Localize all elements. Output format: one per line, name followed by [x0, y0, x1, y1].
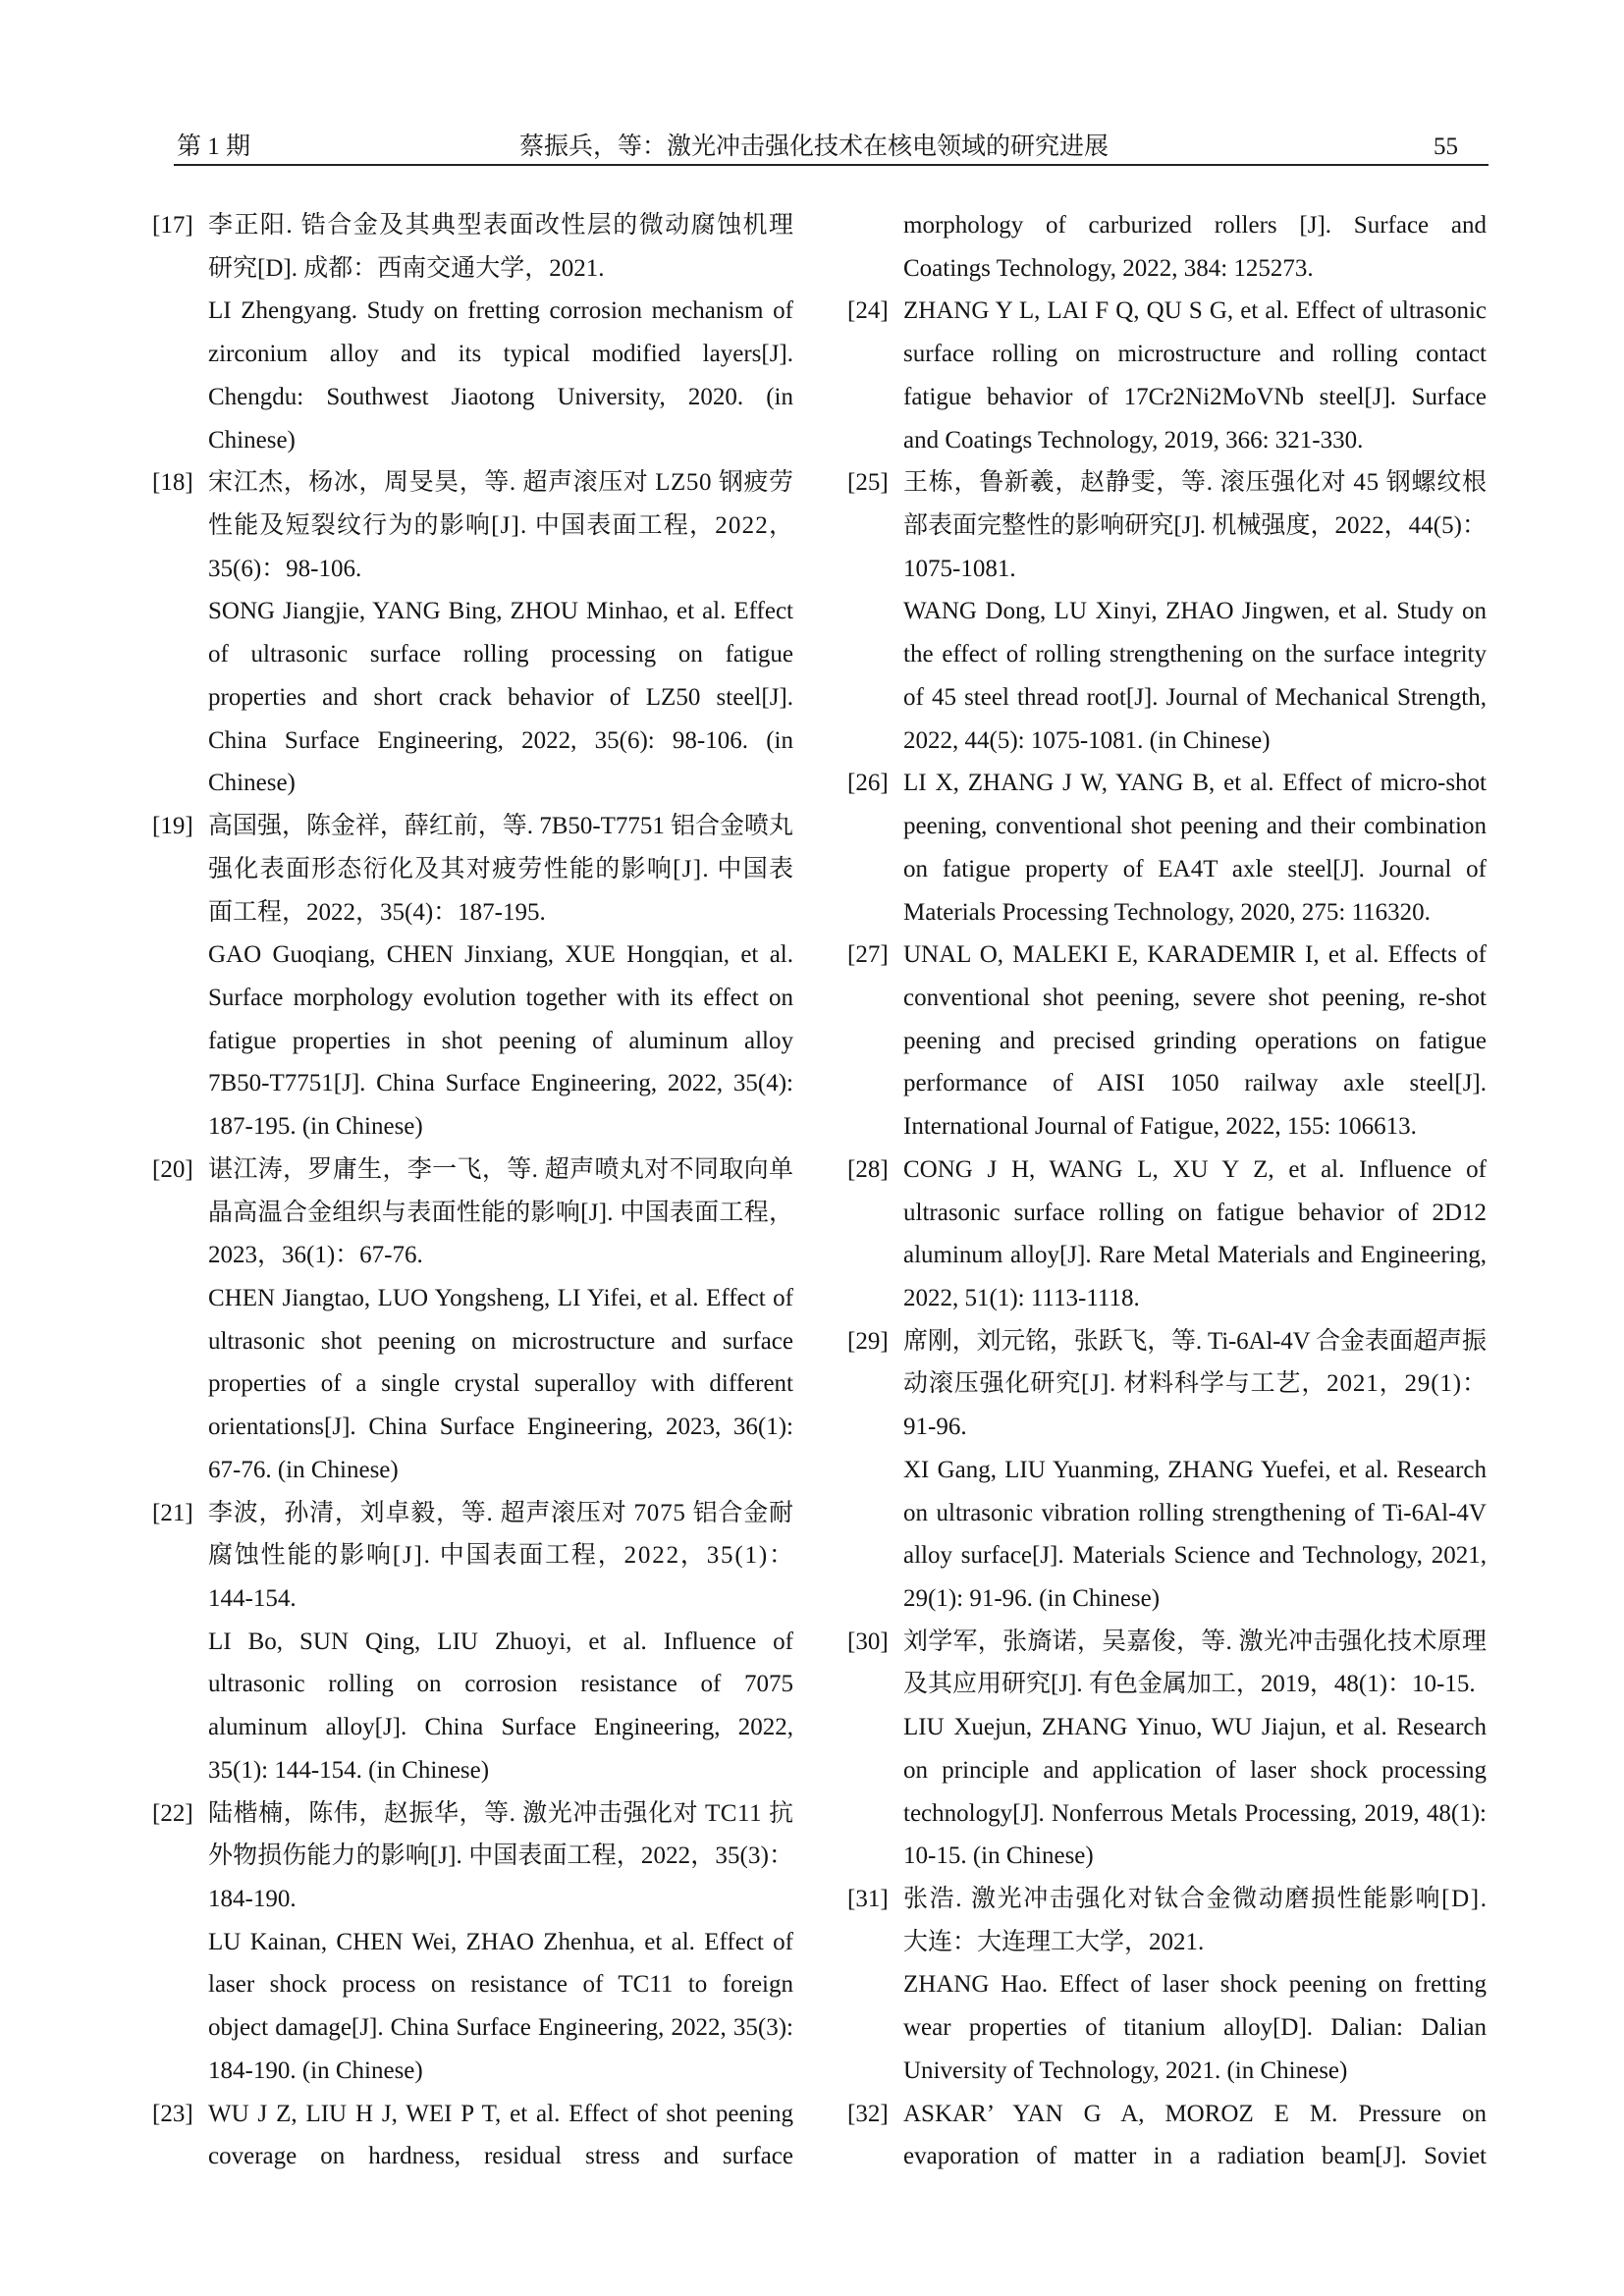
reference-27	[847, 934, 1487, 1148]
reference-line-zh: 腐蚀性能的影响[J]. 中国表面工程，2022，35(1)：	[208, 1542, 795, 1570]
reference-line-en: morphology of carburized rollers [J]. Surface and	[903, 212, 1487, 239]
reference-line-en: fatigue properties in shot peening of aluminum alloy	[208, 1027, 793, 1054]
reference-line-en: SONG Jiangjie, YANG Bing, ZHOU Minhao, et al. Effect	[208, 598, 793, 625]
reference-line-zh: 144-154.	[208, 1585, 297, 1612]
reference-line-en: ultrasonic surface rolling on fatigue behavior of 2D12	[903, 1199, 1487, 1226]
reference-19	[152, 805, 793, 1148]
reference-line-en: Chengdu: Southwest Jiaotong University, 2020. (in	[208, 383, 793, 410]
reference-line-zh: 184-190.	[208, 1886, 297, 1913]
reference-line-zh: 35(6)：98-106.	[208, 555, 362, 582]
right-column	[847, 204, 1487, 2178]
reference-line-en: 7B50-T7751[J]. China Surface Engineering, 2022, 35(4):	[208, 1070, 793, 1097]
reference-line-en: CONG J H, WANG L, XU Y Z, et al. Influence of	[903, 1155, 1487, 1183]
reference-line-en: 184-190. (in Chinese)	[208, 2056, 423, 2084]
reference-line-en: of 45 steel thread root[J]. Journal of Mechanical Strength,	[903, 683, 1487, 711]
reference-line-en: object damage[J]. China Surface Engineering, 2022, 35(3):	[208, 2014, 793, 2042]
reference-line-zh: 宋江杰，杨冰，周旻昊，等. 超声滚压对 LZ50 钢疲劳	[208, 469, 794, 497]
reference-line-en: ASKAR’ YAN G A, MOROZ E M. Pressure on	[903, 2100, 1487, 2127]
reference-line-en: 2022, 51(1): 1113-1118.	[903, 1284, 1140, 1311]
reference-line-en: LI Zhengyang. Study on fretting corrosion mechanism of	[208, 297, 793, 325]
reference-21	[152, 1492, 793, 1792]
reference-line-en: 29(1): 91-96. (in Chinese)	[903, 1585, 1161, 1612]
reference-line-en: GAO Guoqiang, CHEN Jinxiang, XUE Hongqian, et al.	[208, 941, 793, 969]
reference-line-en: aluminum alloy[J]. China Surface Engineering, 2022,	[208, 1714, 793, 1741]
reference-line-en: 187-195. (in Chinese)	[208, 1113, 423, 1141]
reference-line-en: China Surface Engineering, 2022, 35(6): 98-106. (in	[208, 726, 793, 754]
reference-line-en: peening and precised grinding operations on fatigue	[903, 1027, 1487, 1054]
reference-number: [17]	[152, 212, 193, 239]
reference-26	[847, 762, 1487, 934]
reference-line-en: surface rolling on microstructure and rolling contact	[903, 341, 1487, 368]
reference-line-zh: 席刚，刘元铭，张跃飞，等. Ti-6Al-4V 合金表面超声振	[903, 1327, 1487, 1355]
reference-line-zh: 部表面完整性的影响研究[J]. 机械强度，2022，44(5)：	[903, 512, 1488, 540]
reference-number: [31]	[847, 1886, 889, 1913]
reference-line-zh: 李正阳. 锆合金及其典型表面改性层的微动腐蚀机理	[208, 212, 795, 239]
reference-number: [27]	[847, 941, 889, 969]
reference-number: [21]	[152, 1499, 193, 1526]
reference-line-en: Chinese)	[208, 426, 296, 454]
reference-number: [29]	[847, 1327, 889, 1355]
reference-line-en: 35(1): 144-154. (in Chinese)	[208, 1756, 490, 1784]
reference-number: [23]	[152, 2100, 193, 2127]
reference-25	[847, 461, 1487, 762]
reference-line-en: aluminum alloy[J]. Rare Metal Materials and Engineering,	[903, 1242, 1487, 1269]
reference-23	[152, 2093, 793, 2178]
reference-line-en: zirconium alloy and its typical modified layers[J].	[208, 341, 793, 368]
reference-30	[847, 1621, 1487, 1878]
reference-line-en: 2022, 44(5): 1075-1081. (in Chinese)	[903, 726, 1271, 754]
reference-number: [24]	[847, 297, 889, 325]
reference-line-en: the effect of rolling strengthening on the surface integrity	[903, 641, 1487, 668]
left-column	[152, 204, 793, 2178]
reference-line-zh: 张浩. 激光冲击强化对钛合金微动磨损性能影响[D].	[903, 1886, 1489, 1913]
reference-line-zh: 2023，36(1)：67-76.	[208, 1242, 423, 1269]
reference-line-zh: 王栋，鲁新羲，赵静雯，等. 滚压强化对 45 钢螺纹根	[903, 469, 1488, 497]
reference-line-en: LI Bo, SUN Qing, LIU Zhuoyi, et al. Influence of	[208, 1628, 793, 1655]
reference-line-en: coverage on hardness, residual stress and surface	[208, 2143, 793, 2170]
reference-line-zh: 性能及短裂纹行为的影响[J]. 中国表面工程，2022，	[208, 512, 795, 540]
reference-line-en: of ultrasonic surface rolling processing on fatigue	[208, 641, 793, 668]
reference-line-zh: 高国强，陈金祥，薛红前，等. 7B50-T7751 铝合金喷丸	[208, 813, 793, 840]
reference-line-en: fatigue behavior of 17Cr2Ni2MoVNb steel[J]. Surface	[903, 383, 1487, 410]
reference-line-en: WU J Z, LIU H J, WEI P T, et al. Effect of shot peening	[208, 2100, 793, 2127]
reference-32	[847, 2093, 1487, 2178]
reference-line-zh: 晶高温合金组织与表面性能的影响[J]. 中国表面工程，	[208, 1199, 794, 1226]
reference-number: [18]	[152, 469, 193, 497]
reference-line-en: wear properties of titanium alloy[D]. Dalian: Dalian	[903, 2014, 1487, 2042]
reference-line-en: conventional shot peening, severe shot peening, re-shot	[903, 984, 1487, 1011]
page-number: 55	[1434, 133, 1458, 160]
reference-line-zh: 谌江涛，罗庸生，李一飞，等. 超声喷丸对不同取向单	[208, 1155, 794, 1183]
reference-18	[152, 461, 793, 805]
reference-line-en: LIU Xuejun, ZHANG Yinuo, WU Jiajun, et al. Research	[903, 1714, 1487, 1741]
reference-line-zh: 大连：大连理工大学，2021.	[903, 1928, 1205, 1955]
reference-line-en: ultrasonic rolling on corrosion resistance of 7075	[208, 1671, 793, 1698]
reference-line-en: evaporation of matter in a radiation beam[J]. Soviet	[903, 2143, 1487, 2170]
reference-line-en: Surface morphology evolution together with its effect on	[208, 984, 793, 1011]
reference-number: [26]	[847, 770, 889, 797]
issue-label: 第 1 期	[177, 133, 251, 160]
reference-line-zh: 研究[D]. 成都：西南交通大学，2021.	[208, 254, 605, 282]
reference-line-zh: 外物损伤能力的影响[J]. 中国表面工程，2022，35(3)：	[208, 1842, 794, 1870]
reference-number: [28]	[847, 1155, 889, 1183]
reference-number: [20]	[152, 1155, 193, 1183]
reference-line-en: XI Gang, LIU Yuanming, ZHANG Yuefei, et al. Research	[903, 1456, 1487, 1483]
reference-31	[847, 1878, 1487, 2093]
reference-line-en: laser shock process on resistance of TC11 to foreign	[208, 1971, 793, 1999]
reference-line-en: ZHANG Hao. Effect of laser shock peening on fretting	[903, 1971, 1487, 1999]
reference-line-en: on ultrasonic vibration rolling strengthening of Ti-6Al-4V	[903, 1499, 1487, 1526]
reference-line-zh: 面工程，2022，35(4)：187-195.	[208, 898, 546, 926]
reference-line-en: properties and short crack behavior of LZ50 steel[J].	[208, 683, 793, 711]
reference-line-en: International Journal of Fatigue, 2022, 155: 106613.	[903, 1113, 1417, 1141]
reference-line-zh: 动滚压强化研究[J]. 材料科学与工艺，2021，29(1)：	[903, 1370, 1488, 1398]
reference-line-en: Chinese)	[208, 770, 296, 797]
reference-line-en: peening, conventional shot peening and their combination	[903, 813, 1487, 840]
reference-line-en: Materials Processing Technology, 2020, 275: 116320.	[903, 898, 1431, 926]
reference-24	[847, 290, 1487, 461]
reference-line-zh: 强化表面形态衍化及其对疲劳性能的影响[J]. 中国表	[208, 855, 795, 882]
reference-line-en: CHEN Jiangtao, LUO Yongsheng, LI Yifei, et al. Effect of	[208, 1284, 793, 1311]
reference-number: [32]	[847, 2100, 889, 2127]
reference-line-zh: 刘学军，张旖诺，吴嘉俊，等. 激光冲击强化技术原理	[903, 1628, 1488, 1655]
reference-line-en: properties of a single crystal superalloy with different	[208, 1370, 793, 1398]
reference-line-en: on fatigue property of EA4T axle steel[J]. Journal of	[903, 855, 1487, 882]
reference-29	[847, 1320, 1487, 1621]
reference-line-en: alloy surface[J]. Materials Science and Technology, 2021,	[903, 1542, 1487, 1570]
reference-line-en: orientations[J]. China Surface Engineering, 2023, 36(1):	[208, 1414, 793, 1441]
reference-line-en: University of Technology, 2021. (in Chinese)	[903, 2056, 1348, 2084]
reference-line-zh: 陆楷楠，陈伟，赵振华，等. 激光冲击强化对 TC11 抗	[208, 1799, 794, 1827]
reference-line-en: technology[J]. Nonferrous Metals Processing, 2019, 48(1):	[903, 1799, 1487, 1827]
reference-line-en: ultrasonic shot peening on microstructure and surface	[208, 1327, 793, 1355]
reference-line-zh: 1075-1081.	[903, 555, 1016, 582]
reference-line-en: ZHANG Y L, LAI F Q, QU S G, et al. Effect of ultrasonic	[903, 297, 1487, 325]
reference-line-en: 10-15. (in Chinese)	[903, 1842, 1094, 1870]
reference-22	[152, 1792, 793, 2093]
reference-28	[847, 1148, 1487, 1320]
reference-number: [22]	[152, 1799, 193, 1827]
reference-number: [30]	[847, 1628, 889, 1655]
reference-line-en: 67-76. (in Chinese)	[208, 1456, 399, 1483]
header-rule	[174, 164, 1489, 166]
reference-line-en: performance of AISI 1050 railway axle steel[J].	[903, 1070, 1487, 1097]
running-title: 蔡振兵，等：激光冲击强化技术在核电领域的研究进展	[519, 133, 1110, 160]
reference-line-en: WANG Dong, LU Xinyi, ZHAO Jingwen, et al. Study on	[903, 598, 1487, 625]
reference-line-en: on principle and application of laser shock processing	[903, 1756, 1487, 1784]
reference-line-en: LU Kainan, CHEN Wei, ZHAO Zhenhua, et al. Effect of	[208, 1928, 793, 1955]
reference-line-en: and Coatings Technology, 2019, 366: 321-330.	[903, 426, 1364, 454]
reference-number: [19]	[152, 813, 193, 840]
reference-line-en: UNAL O, MALEKI E, KARADEMIR I, et al. Effects of	[903, 941, 1487, 969]
reference-20	[152, 1148, 793, 1492]
reference-line-zh: 及其应用研究[J]. 有色金属加工，2019，48(1)：10-15.	[903, 1671, 1476, 1698]
reference-line-en: LI X, ZHANG J W, YANG B, et al. Effect of micro-shot	[903, 770, 1487, 797]
reference-line-zh: 李波，孙清，刘卓毅，等. 超声滚压对 7075 铝合金耐	[208, 1499, 794, 1526]
reference-17	[152, 204, 793, 461]
reference-23-continued	[847, 204, 1487, 290]
reference-line-zh: 91-96.	[903, 1414, 967, 1441]
reference-number: [25]	[847, 469, 889, 497]
reference-line-en: Coatings Technology, 2022, 384: 125273.	[903, 254, 1314, 282]
